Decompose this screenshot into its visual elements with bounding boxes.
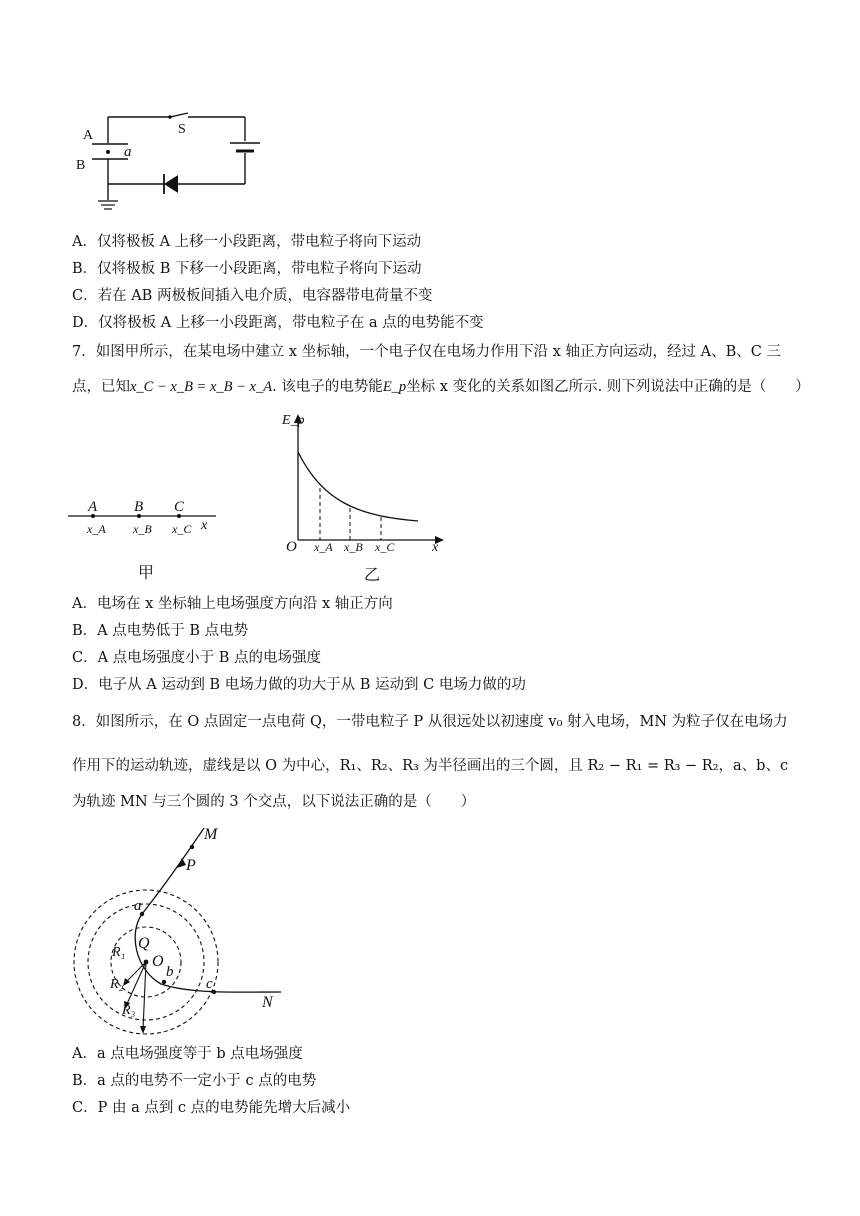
- plate-b-label: B: [76, 158, 86, 173]
- label-n: N: [262, 994, 273, 1011]
- x-axis-label: x: [201, 518, 208, 533]
- label-r2: R₂: [110, 977, 124, 992]
- q6-option-d: D．仅将极板 A 上移一小段距离，带电粒子在 a 点的电势能不变: [72, 315, 484, 331]
- label-r3: R₃: [122, 1003, 136, 1018]
- label-p: P: [186, 857, 196, 874]
- tick-xa-label: x_A: [314, 540, 333, 554]
- figure-jia: [66, 492, 236, 587]
- label-a: a: [134, 898, 142, 914]
- label-m: M: [204, 826, 218, 843]
- q7-option-b: B．A 点电势低于 B 点电势: [72, 623, 249, 639]
- plate-a-label: A: [83, 128, 94, 143]
- q7-stem-line2: 点，已知x_C − x_B = x_B − x_A. 该电子的电势能E_p坐标 x 变化的关系如图乙所示. 则下列说法中正确的是（ ）: [72, 379, 810, 395]
- q7-option-a: A．电场在 x 坐标轴上电场强度方向沿 x 轴正方向: [72, 596, 393, 612]
- q7-stem-formula: x_C − x_B = x_B − x_A: [130, 379, 273, 395]
- switch-label: S: [178, 122, 186, 137]
- label-c: c: [206, 976, 213, 992]
- label-q: Q: [138, 935, 150, 952]
- label-r1: R₁: [112, 945, 126, 960]
- tick-xb-label: x_B: [344, 540, 363, 554]
- q8-stem-line1: 8．如图所示，在 O 点固定一点电荷 Q，一带电粒子 P 从很远处以初速度 v₀ 射入电场，MN 为粒子仅在电场力: [72, 714, 788, 730]
- coord-xc-label: x_C: [172, 522, 192, 536]
- coord-xa-label: x_A: [87, 522, 106, 536]
- x-axis-label: x: [432, 540, 439, 555]
- q8-stem-line3: 为轨迹 MN 与三个圆的 3 个交点，以下说法正确的是（ ）: [72, 794, 476, 810]
- label-b: b: [166, 964, 174, 980]
- point-b-label: B: [134, 499, 144, 515]
- q6-option-a: A．仅将极板 A 上移一小段距离，带电粒子将向下运动: [72, 234, 422, 250]
- q8-option-a: A．a 点电场强度等于 b 点电场强度: [72, 1046, 303, 1062]
- q7-option-c: C．A 点电场强度小于 B 点的电场强度: [72, 650, 322, 666]
- q8-option-c: C．P 由 a 点到 c 点的电势能先增大后减小: [72, 1100, 351, 1116]
- capacitor-circuit-figure: [70, 108, 280, 218]
- q7-option-d: D．电子从 A 运动到 B 电场力做的功大于从 B 运动到 C 电场力做的功: [72, 677, 526, 693]
- charge-trajectory-figure: [66, 822, 366, 1037]
- q6-option-c: C．若在 AB 两极板间插入电介质，电容器带电荷量不变: [72, 288, 433, 304]
- q7-stem-line1: 7．如图甲所示，在某电场中建立 x 坐标轴，一个电子仅在电场力作用下沿 x 轴正方向运动，经过 A、B、C 三: [72, 344, 781, 360]
- caption-jia: 甲: [138, 565, 155, 582]
- caption-yi: 乙: [364, 567, 381, 584]
- figure-yi: [278, 408, 458, 586]
- coord-xb-label: x_B: [133, 522, 152, 536]
- q8-option-b: B．a 点的电势不一定小于 c 点的电势: [72, 1073, 317, 1089]
- point-a-label: A: [88, 499, 98, 515]
- q6-option-b: B．仅将极板 B 下移一小段距离，带电粒子将向下运动: [72, 261, 422, 277]
- tick-xc-label: x_C: [375, 540, 395, 554]
- point-c-label: C: [174, 499, 185, 515]
- ep-curve: [298, 452, 418, 521]
- q7-stem-symbol: E_p: [382, 379, 407, 395]
- origin-label: O: [286, 539, 297, 555]
- point-a-label: a: [124, 144, 132, 160]
- y-axis-label: E_p: [282, 413, 305, 428]
- label-o: O: [152, 953, 164, 970]
- q8-stem-line2: 作用下的运动轨迹，虚线是以 O 为中心，R₁、R₂、R₃ 为半径画出的三个圆，且 R₂ − R₁ = R₃ − R₂，a、b、c: [72, 758, 789, 774]
